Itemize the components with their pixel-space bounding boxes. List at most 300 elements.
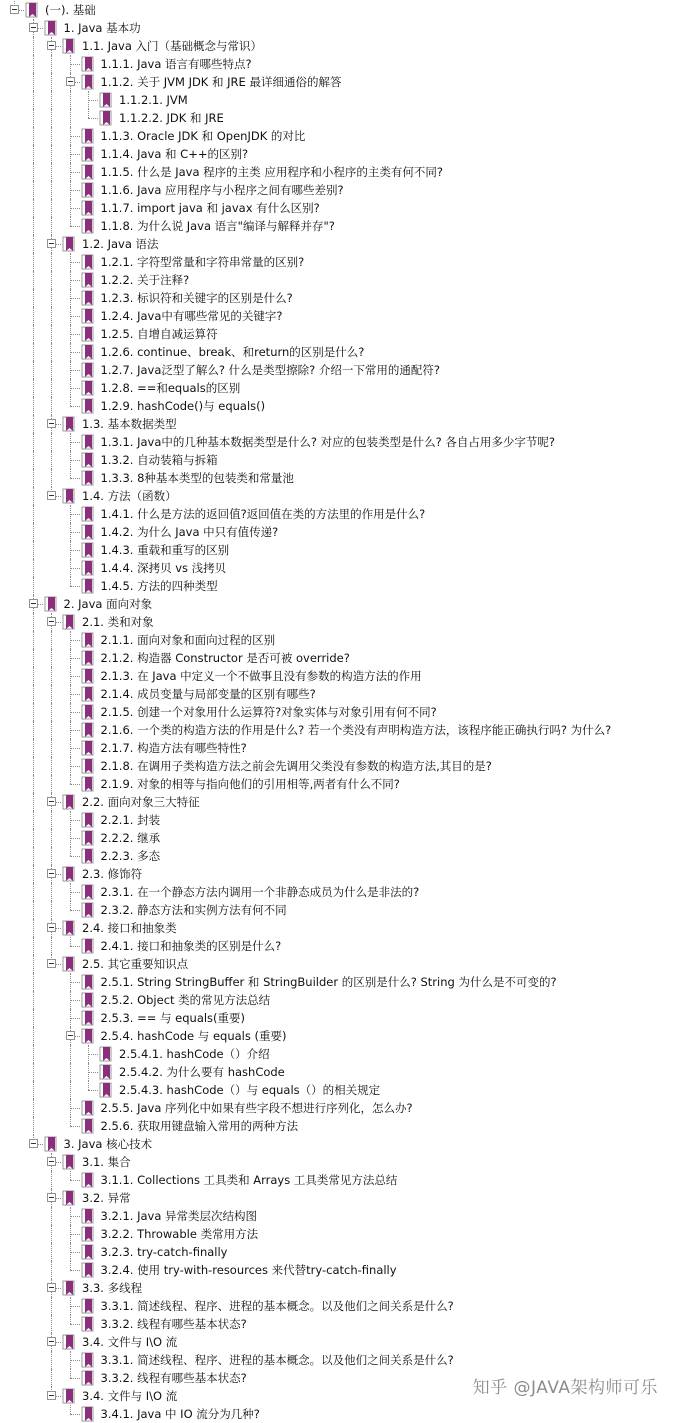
- tree-connector: [70, 856, 80, 857]
- bookmark-label[interactable]: 1.2.4. Java中有哪些常见的关键字?: [100, 309, 283, 323]
- tree-guide-line: [33, 1099, 34, 1117]
- tree-row[interactable]: [0, 289, 676, 307]
- tree-row[interactable]: [0, 829, 676, 847]
- bookmark-icon: [99, 92, 113, 108]
- tree-row[interactable]: [0, 613, 676, 631]
- tree-connector: [70, 397, 71, 406]
- bookmark-label[interactable]: 1.4. 方法（函数）: [82, 489, 177, 503]
- bookmark-icon: [81, 650, 95, 666]
- bookmark-label[interactable]: 3.4. 文件与 I\O 流: [82, 1335, 178, 1349]
- tree-connector: [70, 847, 71, 856]
- tree-connector: [70, 388, 80, 389]
- tree-row[interactable]: [0, 1153, 676, 1171]
- tree-connector: [70, 406, 80, 407]
- tree-row[interactable]: [0, 1279, 676, 1297]
- tree-row[interactable]: [0, 919, 676, 937]
- tree-guide-line: [51, 775, 52, 793]
- tree-row[interactable]: [0, 577, 676, 595]
- tree-guide-line: [33, 109, 34, 127]
- tree-guide-line: [51, 685, 52, 703]
- tree-row[interactable]: [0, 847, 676, 865]
- bookmark-label[interactable]: 2.2. 面向对象三大特征: [82, 795, 200, 809]
- tree-guide-line: [51, 73, 52, 91]
- tree-row[interactable]: [0, 1315, 676, 1333]
- bookmark-label[interactable]: 1.4.1. 什么是方法的返回值?返回值在类的方法里的作用是什么?: [100, 507, 426, 521]
- bookmark-label[interactable]: 2.1.1. 面向对象和面向过程的区别: [100, 633, 276, 647]
- bookmark-label[interactable]: 3.3.1. 简述线程、程序、进程的基本概念。以及他们之间关系是什么?: [100, 1299, 454, 1313]
- collapse-toggle-icon[interactable]: [47, 1193, 56, 1202]
- bookmark-label[interactable]: 1.2.5. 自增自减运算符: [100, 327, 218, 341]
- bookmark-label[interactable]: 3.2.2. Throwable 类常用方法: [100, 1227, 259, 1241]
- collapse-toggle-icon[interactable]: [29, 1139, 38, 1148]
- bookmark-label[interactable]: 1.2.6. continue、break、和return的区别是什么?: [100, 345, 365, 359]
- bookmark-label[interactable]: 1.3.3. 8种基本类型的包装类和常量池: [100, 471, 294, 485]
- tree-row[interactable]: [0, 739, 676, 757]
- tree-row[interactable]: [0, 1099, 676, 1117]
- bookmark-label[interactable]: 1.4.5. 方法的四种类型: [100, 579, 218, 593]
- tree-row[interactable]: [0, 1063, 676, 1081]
- tree-connector: [70, 550, 80, 551]
- tree-row[interactable]: [0, 271, 676, 289]
- bookmark-label[interactable]: 1.1.8. 为什么说 Java 语言"编译与解释并存"?: [100, 219, 335, 233]
- tree-connector: [70, 1306, 80, 1307]
- bookmark-label[interactable]: 1.1. Java 入门（基础概念与常识）: [82, 39, 263, 53]
- tree-connector: [70, 262, 80, 263]
- bookmark-label[interactable]: 3.1.1. Collections 工具类和 Arrays 工具类常见方法总结: [100, 1173, 398, 1187]
- tree-connector: [70, 172, 80, 173]
- bookmark-label[interactable]: 1.2. Java 语法: [82, 237, 159, 251]
- bookmark-icon: [81, 380, 95, 396]
- tree-connector: [70, 838, 80, 839]
- bookmark-label[interactable]: 2.1.5. 创建一个对象用什么运算符?对象实体与对象引用有何不同?: [100, 705, 437, 719]
- bookmark-label[interactable]: 2.5.4. hashCode 与 equals (重要): [100, 1029, 287, 1043]
- bookmark-label[interactable]: 3.2. 异常: [82, 1191, 131, 1205]
- tree-row[interactable]: [0, 451, 676, 469]
- tree-guide-line: [51, 703, 52, 721]
- tree-guide-line: [51, 397, 52, 415]
- tree-row[interactable]: [0, 595, 676, 613]
- bookmark-label[interactable]: 2.1.2. 构造器 Constructor 是否可被 override?: [100, 651, 350, 665]
- tree-connector: [70, 1405, 71, 1414]
- bookmark-icon: [81, 218, 95, 234]
- bookmark-label[interactable]: 1.4.4. 深拷贝 vs 浅拷贝: [100, 561, 227, 575]
- tree-guide-line: [51, 1225, 52, 1243]
- tree-row[interactable]: [0, 505, 676, 523]
- tree-row[interactable]: [0, 235, 676, 253]
- bookmark-icon: [62, 1154, 76, 1170]
- bookmark-label[interactable]: 1.3. 基本数据类型: [82, 417, 177, 431]
- tree-guide-line: [51, 325, 52, 343]
- tree-row[interactable]: [0, 1351, 676, 1369]
- collapse-toggle-icon[interactable]: [47, 239, 56, 248]
- tree-row[interactable]: [0, 1243, 676, 1261]
- collapse-toggle-icon[interactable]: [47, 1283, 56, 1292]
- tree-connector: [70, 820, 80, 821]
- tree-connector: [70, 1369, 71, 1378]
- bookmark-label[interactable]: 1.2.2. 关于注释?: [100, 273, 190, 287]
- bookmark-label[interactable]: 1.2.9. hashCode()与 equals(): [100, 399, 266, 413]
- bookmark-label[interactable]: 1.1.5. 什么是 Java 程序的主类 应用程序和小程序的主类有何不同?: [100, 165, 443, 179]
- bookmark-icon: [81, 200, 95, 216]
- tree-connector: [70, 910, 80, 911]
- bookmark-label[interactable]: 2.2.3. 多态: [100, 849, 161, 863]
- tree-connector: [70, 730, 80, 731]
- bookmark-label[interactable]: 2.4.1. 接口和抽象类的区别是什么?: [100, 939, 282, 953]
- tree-row[interactable]: [0, 775, 676, 793]
- tree-guide-line: [33, 1081, 34, 1099]
- tree-guide-line: [51, 289, 52, 307]
- tree-guide-line: [33, 541, 34, 559]
- bookmark-label[interactable]: 2. Java 面向对象: [63, 597, 153, 611]
- tree-row[interactable]: [0, 433, 676, 451]
- bookmark-label[interactable]: 2.5. 其它重要知识点: [82, 957, 189, 971]
- tree-guide-line: [33, 991, 34, 1009]
- collapse-toggle-icon[interactable]: [29, 599, 38, 608]
- collapse-toggle-icon[interactable]: [47, 1391, 56, 1400]
- bookmark-label[interactable]: 1.1.4. Java 和 C++的区别?: [100, 147, 249, 161]
- collapse-toggle-icon[interactable]: [47, 491, 56, 500]
- collapse-toggle-icon[interactable]: [47, 617, 56, 626]
- bookmark-icon: [81, 506, 95, 522]
- bookmark-label[interactable]: 2.5.4.3. hashCode（）与 equals（）的相关规定: [119, 1083, 381, 1097]
- tree-guide-line: [51, 739, 52, 757]
- tree-row[interactable]: [0, 1027, 676, 1045]
- tree-connector: [70, 280, 80, 281]
- bookmark-label[interactable]: 1.1.2.1. JVM: [119, 93, 188, 107]
- bookmark-icon: [81, 254, 95, 270]
- tree-row[interactable]: [0, 1009, 676, 1027]
- tree-row[interactable]: [0, 1261, 676, 1279]
- bookmark-label[interactable]: 1.2.8. ==和equals的区别: [100, 381, 241, 395]
- tree-row[interactable]: [0, 91, 676, 109]
- bookmark-icon: [81, 1298, 95, 1314]
- bookmark-label[interactable]: 1.1.2.2. JDK 和 JRE: [119, 111, 224, 125]
- tree-guide-line: [33, 973, 34, 991]
- bookmark-icon: [62, 956, 76, 972]
- tree-connector: [88, 118, 98, 119]
- tree-row[interactable]: [0, 667, 676, 685]
- tree-guide-line: [33, 379, 34, 397]
- tree-row[interactable]: [0, 37, 676, 55]
- tree-connector: [70, 1216, 80, 1217]
- tree-guide-line: [51, 127, 52, 145]
- bookmark-label[interactable]: 3. Java 核心技术: [63, 1137, 153, 1151]
- tree-guide-line: [51, 469, 52, 487]
- bookmark-label[interactable]: 1.2.7. Java泛型了解么? 什么是类型擦除? 介绍一下常用的通配符?: [100, 363, 440, 377]
- bookmark-label[interactable]: 2.5.5. Java 序列化中如果有些字段不想进行序列化，怎么办?: [100, 1101, 413, 1115]
- tree-connector: [70, 1315, 71, 1324]
- tree-guide-line: [33, 919, 34, 937]
- bookmark-label[interactable]: 3.3.2. 线程有哪些基本状态?: [100, 1317, 247, 1331]
- collapse-toggle-icon[interactable]: [47, 797, 56, 806]
- bookmark-label[interactable]: 3.2.4. 使用 try-with-resources 来代替try-catch-finally: [100, 1263, 397, 1277]
- tree-row[interactable]: [0, 73, 676, 91]
- tree-guide-line: [51, 343, 52, 361]
- tree-guide-line: [33, 613, 34, 631]
- collapse-toggle-icon[interactable]: [47, 923, 56, 932]
- tree-connector: [70, 217, 71, 226]
- bookmark-icon: [81, 290, 95, 306]
- bookmark-label[interactable]: 1.4.3. 重载和重写的区别: [100, 543, 230, 557]
- tree-row[interactable]: [0, 325, 676, 343]
- tree-row[interactable]: [0, 19, 676, 37]
- tree-row[interactable]: [0, 343, 676, 361]
- tree-guide-line: [51, 901, 52, 919]
- bookmark-label[interactable]: 2.5.2. Object 类的常见方法总结: [100, 993, 271, 1007]
- tree-row[interactable]: [0, 469, 676, 487]
- tree-guide-line: [33, 325, 34, 343]
- bookmark-label[interactable]: 1.1.1. Java 语言有哪些特点?: [100, 57, 252, 71]
- tree-guide-line: [33, 721, 34, 739]
- tree-row[interactable]: [0, 379, 676, 397]
- bookmark-icon: [81, 1244, 95, 1260]
- bookmark-icon: [81, 632, 95, 648]
- tree-connector: [70, 1360, 80, 1361]
- tree-connector: [70, 352, 80, 353]
- tree-connector: [70, 208, 80, 209]
- bookmark-label[interactable]: 2.1.8. 在调用子类构造方法之前会先调用父类没有参数的构造方法,其目的是?: [100, 759, 492, 773]
- bookmark-label[interactable]: 1. Java 基本功: [63, 21, 141, 35]
- bookmark-label[interactable]: 1.1.6. Java 应用程序与小程序之间有哪些差别?: [100, 183, 344, 197]
- tree-row[interactable]: [0, 217, 676, 235]
- tree-row[interactable]: [0, 793, 676, 811]
- tree-row[interactable]: [0, 937, 676, 955]
- bookmark-label[interactable]: 2.1.6. 一个类的构造方法的作用是什么? 若一个类没有声明构造方法，该程序能正确执行吗? 为什么?: [100, 723, 612, 737]
- tree-guide-line: [33, 307, 34, 325]
- bookmark-label[interactable]: 1.3.1. Java中的几种基本数据类型是什么? 对应的包装类型是什么? 各自占用多少字节呢?: [100, 435, 555, 449]
- tree-guide-line: [33, 253, 34, 271]
- tree-connector: [70, 946, 80, 947]
- bookmark-icon: [81, 1370, 95, 1386]
- tree-connector: [70, 1126, 80, 1127]
- bookmark-icon: [62, 794, 76, 810]
- tree-row[interactable]: [0, 991, 676, 1009]
- collapse-toggle-icon[interactable]: [47, 1157, 56, 1166]
- tree-guide-line: [33, 1045, 34, 1063]
- bookmark-label[interactable]: 3.2.3. try-catch-finally: [100, 1245, 228, 1259]
- bookmark-label[interactable]: 3.4. 文件与 I\O 流: [82, 1389, 178, 1403]
- tree-guide-line: [51, 163, 52, 181]
- bookmark-label[interactable]: 1.3.2. 自动装箱与拆箱: [100, 453, 218, 467]
- collapse-toggle-icon[interactable]: [10, 5, 19, 14]
- bookmark-icon: [81, 470, 95, 486]
- bookmark-icon: [81, 776, 95, 792]
- bookmark-label[interactable]: 2.3.1. 在一个静态方法内调用一个非静态成员为什么是非法的?: [100, 885, 420, 899]
- tree-guide-line: [70, 1081, 71, 1099]
- bookmark-label[interactable]: 2.1. 类和对象: [82, 615, 154, 629]
- tree-row[interactable]: [0, 163, 676, 181]
- tree-row[interactable]: [0, 397, 676, 415]
- bookmark-label[interactable]: 2.1.7. 构造方法有哪些特性?: [100, 741, 247, 755]
- tree-guide-line: [33, 901, 34, 919]
- tree-guide-line: [51, 1297, 52, 1315]
- bookmark-icon: [81, 326, 95, 342]
- bookmark-label[interactable]: 2.2.1. 封装: [100, 813, 161, 827]
- bookmark-icon: [81, 362, 95, 378]
- tree-row[interactable]: [0, 181, 676, 199]
- bookmark-icon: [81, 74, 95, 90]
- bookmark-label[interactable]: 2.3.2. 静态方法和实例方法有何不同: [100, 903, 287, 917]
- collapse-toggle-icon[interactable]: [66, 1031, 75, 1040]
- bookmark-label[interactable]: 3.4.1. Java 中 IO 流分为几种?: [100, 1407, 260, 1421]
- tree-row[interactable]: [0, 1405, 676, 1423]
- bookmark-label[interactable]: 1.2.1. 字符型常量和字符串常量的区别?: [100, 255, 305, 269]
- tree-guide-line: [33, 289, 34, 307]
- bookmark-label[interactable]: 1.4.2. 为什么 Java 中只有值传递?: [100, 525, 279, 539]
- tree-guide-line: [33, 559, 34, 577]
- tree-guide-line: [51, 937, 52, 955]
- bookmark-label[interactable]: 3.1. 集合: [82, 1155, 131, 1169]
- tree-connector: [70, 937, 71, 946]
- collapse-toggle-icon[interactable]: [47, 419, 56, 428]
- tree-row[interactable]: [0, 703, 676, 721]
- bookmark-icon: [81, 1010, 95, 1026]
- tree-row[interactable]: [0, 541, 676, 559]
- tree-connector: [88, 1081, 89, 1090]
- tree-guide-line: [33, 685, 34, 703]
- tree-row[interactable]: [0, 1081, 676, 1099]
- tree-guide-line: [51, 1171, 52, 1189]
- bookmark-label[interactable]: 3.3.2. 线程有哪些基本状态?: [100, 1371, 247, 1385]
- tree-guide-line: [70, 1045, 71, 1063]
- tree-guide-line: [33, 937, 34, 955]
- tree-guide-line: [33, 667, 34, 685]
- tree-guide-line: [33, 829, 34, 847]
- tree-row[interactable]: [0, 487, 676, 505]
- tree-row[interactable]: [0, 1, 676, 19]
- tree-guide-line: [33, 433, 34, 451]
- bookmark-icon: [62, 488, 76, 504]
- tree-connector: [70, 334, 80, 335]
- tree-row[interactable]: [0, 973, 676, 991]
- bookmark-icon: [81, 1226, 95, 1242]
- tree-row[interactable]: [0, 253, 676, 271]
- tree-guide-line: [33, 505, 34, 523]
- bookmark-label[interactable]: 3.2.1. Java 异常类层次结构图: [100, 1209, 258, 1223]
- bookmark-label[interactable]: 1.1.7. import java 和 javax 有什么区别?: [100, 201, 320, 215]
- tree-row[interactable]: [0, 1297, 676, 1315]
- tree-connector: [70, 514, 80, 515]
- bookmark-label[interactable]: 1.1.3. Oracle JDK 和 OpenJDK 的对比: [100, 129, 306, 143]
- tree-row[interactable]: [0, 415, 676, 433]
- bookmark-icon: [62, 614, 76, 630]
- collapse-toggle-icon[interactable]: [47, 41, 56, 50]
- tree-row[interactable]: [0, 1189, 676, 1207]
- bookmark-label[interactable]: 2.1.3. 在 Java 中定义一个不做事且没有参数的构造方法的作用: [100, 669, 422, 683]
- tree-row[interactable]: [0, 145, 676, 163]
- tree-row[interactable]: [0, 685, 676, 703]
- collapse-toggle-icon[interactable]: [66, 77, 75, 86]
- tree-row[interactable]: [0, 865, 676, 883]
- tree-row[interactable]: [0, 1171, 676, 1189]
- tree-row[interactable]: [0, 361, 676, 379]
- tree-guide-line: [33, 577, 34, 595]
- tree-guide-line: [51, 253, 52, 271]
- tree-row[interactable]: [0, 55, 676, 73]
- bookmark-label[interactable]: 1.1.2. 关于 JVM JDK 和 JRE 最详细通俗的解答: [100, 75, 342, 89]
- bookmark-icon: [62, 416, 76, 432]
- tree-guide-line: [33, 1009, 34, 1027]
- bookmark-label[interactable]: (一). 基础: [45, 3, 96, 17]
- tree-guide-line: [51, 91, 52, 109]
- collapse-toggle-icon[interactable]: [47, 869, 56, 878]
- collapse-toggle-icon[interactable]: [47, 1337, 56, 1346]
- watermark: 知乎 @JAVA架构师可乐: [472, 1378, 658, 1398]
- tree-row[interactable]: [0, 1207, 676, 1225]
- bookmark-icon: [81, 1172, 95, 1188]
- bookmark-icon: [62, 1190, 76, 1206]
- tree-row[interactable]: [0, 307, 676, 325]
- tree-connector: [70, 190, 80, 191]
- bookmark-label[interactable]: 2.4. 接口和抽象类: [82, 921, 177, 935]
- bookmark-icon: [81, 182, 95, 198]
- bookmark-label[interactable]: 2.5.4.2. 为什么要有 hashCode: [119, 1065, 285, 1079]
- tree-row[interactable]: [0, 559, 676, 577]
- tree-connector: [88, 1090, 98, 1091]
- bookmark-label[interactable]: 2.5.6. 获取用键盘输入常用的两种方法: [100, 1119, 299, 1133]
- tree-row[interactable]: [0, 883, 676, 901]
- tree-guide-line: [33, 811, 34, 829]
- tree-row[interactable]: [0, 649, 676, 667]
- bookmark-label[interactable]: 2.1.9. 对象的相等与指向他们的引用相等,两者有什么不同?: [100, 777, 400, 791]
- bookmark-label[interactable]: 3.3. 多线程: [82, 1281, 143, 1295]
- bookmark-icon: [81, 848, 95, 864]
- tree-row[interactable]: [0, 955, 676, 973]
- bookmark-label[interactable]: 1.2.3. 标识符和关键字的区别是什么?: [100, 291, 293, 305]
- bookmark-label[interactable]: 2.3. 修饰符: [82, 867, 143, 881]
- tree-connector: [70, 1324, 80, 1325]
- bookmark-icon: [99, 110, 113, 126]
- tree-row[interactable]: [0, 199, 676, 217]
- tree-guide-line: [33, 343, 34, 361]
- bookmark-label[interactable]: 2.1.4. 成员变量与局部变量的区别有哪些?: [100, 687, 316, 701]
- tree-row[interactable]: [0, 1225, 676, 1243]
- tree-row[interactable]: [0, 109, 676, 127]
- tree-row[interactable]: [0, 757, 676, 775]
- tree-guide-line: [33, 865, 34, 883]
- tree-connector: [70, 1270, 80, 1271]
- tree-row[interactable]: [0, 811, 676, 829]
- bookmark-label[interactable]: 2.5.3. == 与 equals(重要): [100, 1011, 246, 1025]
- tree-row[interactable]: [0, 1135, 676, 1153]
- tree-row[interactable]: [0, 631, 676, 649]
- collapse-toggle-icon[interactable]: [47, 959, 56, 968]
- tree-connector: [70, 658, 80, 659]
- tree-connector: [70, 1000, 80, 1001]
- bookmark-label[interactable]: 2.2.2. 继承: [100, 831, 161, 845]
- tree-connector: [88, 100, 98, 101]
- collapse-toggle-icon[interactable]: [29, 23, 38, 32]
- bookmark-icon: [99, 1082, 113, 1098]
- bookmark-icon: [62, 236, 76, 252]
- tree-row[interactable]: [0, 523, 676, 541]
- bookmark-label[interactable]: 3.3.1. 简述线程、程序、进程的基本概念。以及他们之间关系是什么?: [100, 1353, 454, 1367]
- bookmark-label[interactable]: 2.5.1. String StringBuffer 和 StringBuilder 的区别是什么? String 为什么是不可变的?: [100, 975, 557, 989]
- tree-row[interactable]: [0, 901, 676, 919]
- tree-guide-line: [51, 667, 52, 685]
- bookmark-label[interactable]: 2.5.4.1. hashCode（）介绍: [119, 1047, 270, 1061]
- tree-connector: [70, 469, 71, 478]
- tree-row[interactable]: [0, 1117, 676, 1135]
- tree-connector: [70, 442, 80, 443]
- tree-row[interactable]: [0, 127, 676, 145]
- tree-connector: [70, 577, 71, 586]
- tree-guide-line: [33, 163, 34, 181]
- bookmark-icon: [81, 1316, 95, 1332]
- tree-row[interactable]: [0, 1045, 676, 1063]
- tree-row[interactable]: [0, 1333, 676, 1351]
- tree-row[interactable]: [0, 721, 676, 739]
